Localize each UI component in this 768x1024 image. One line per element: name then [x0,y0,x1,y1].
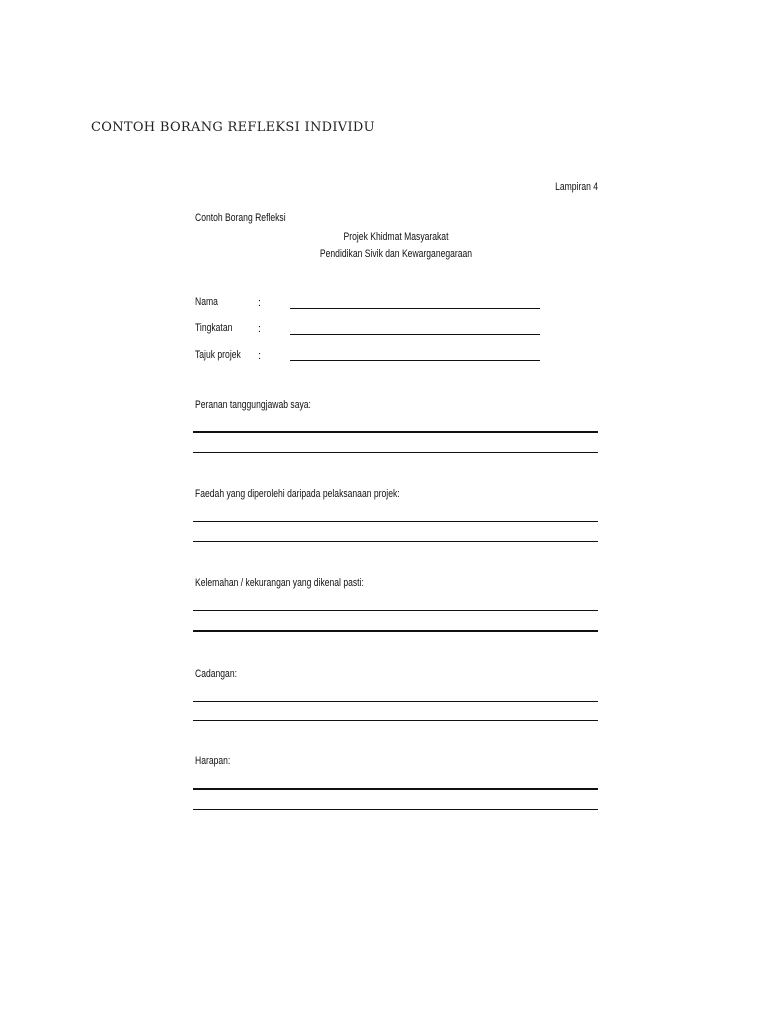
answer-line[interactable] [193,788,598,790]
section-label-cadangan: Cadangan: [195,668,237,680]
section-label-peranan: Peranan tanggungjawab saya: [195,399,311,411]
form-title: Contoh Borang Refleksi [195,212,286,224]
section-label-kelemahan: Kelemahan / kekurangan yang dikenal pasti: [195,577,364,589]
answer-line[interactable] [193,452,598,453]
field-input-nama[interactable] [290,308,540,309]
page-heading: CONTOH BORANG REFLEKSI INDIVIDU [91,120,375,135]
project-subject: Pendidikan Sivik dan Kewarganegaraan [319,248,473,260]
answer-line[interactable] [193,630,598,632]
field-label-tajuk-projek: Tajuk projek [195,349,241,361]
answer-line[interactable] [193,701,598,702]
section-label-faedah: Faedah yang diperolehi daripada pelaksanaan projek: [195,488,400,500]
field-label-nama: Nama [195,296,218,308]
field-colon: : [258,323,262,335]
field-input-tingkatan[interactable] [290,334,540,335]
field-label-tingkatan: Tingkatan [195,322,233,334]
section-label-harapan: Harapan: [195,755,231,767]
answer-line[interactable] [193,431,598,433]
field-colon: : [258,297,262,309]
answer-line[interactable] [193,720,598,721]
field-colon: : [258,350,262,362]
project-title: Projek Khidmat Masyarakat [343,231,449,243]
attachment-label: Lampiran 4 [555,181,598,193]
field-input-tajuk-projek[interactable] [290,360,540,361]
answer-line[interactable] [193,521,598,522]
answer-line[interactable] [193,809,598,810]
answer-line[interactable] [193,541,598,542]
answer-line[interactable] [193,610,598,611]
